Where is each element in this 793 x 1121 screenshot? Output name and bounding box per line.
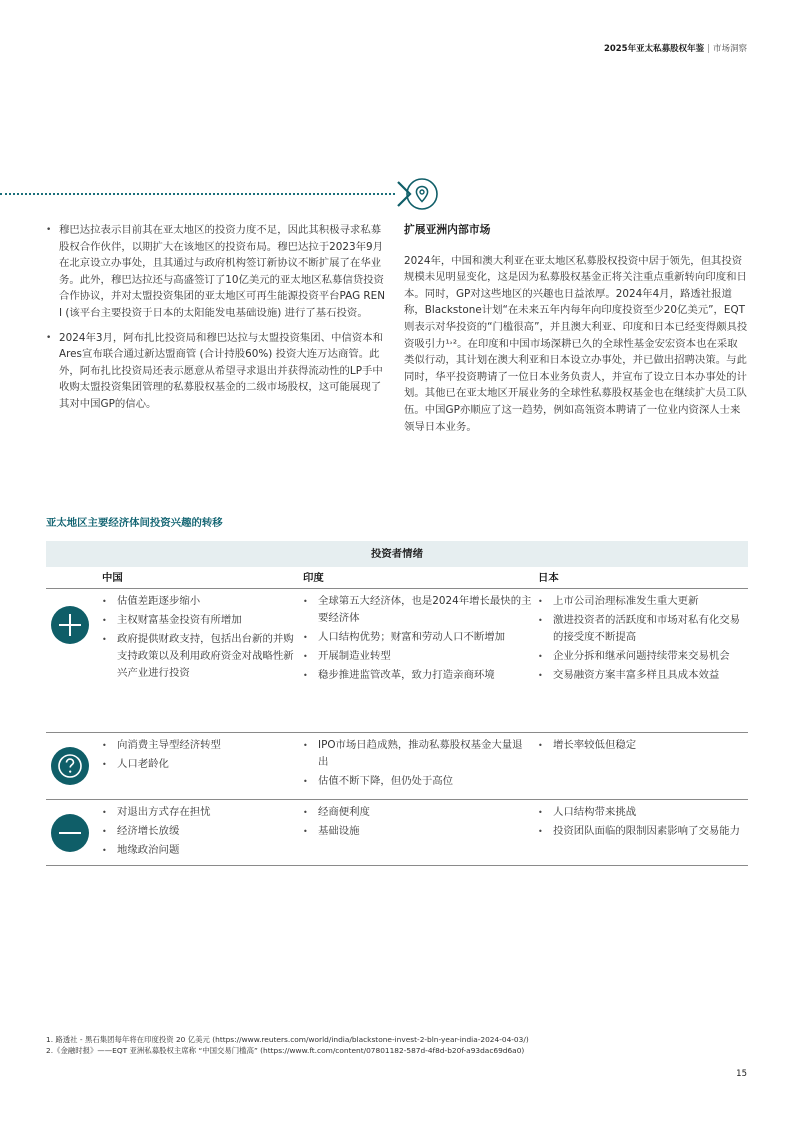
cell-china	[102, 804, 303, 861]
cell-india	[303, 737, 538, 795]
minus-icon	[51, 814, 89, 852]
cell-japan	[538, 593, 748, 728]
list-item: • 经济增长放缓	[102, 823, 295, 840]
section-heading: 扩展亚洲内部市场	[404, 223, 491, 236]
list-item: • 投资团队面临的限制因素影响了交易能力	[538, 823, 748, 840]
table-row-uncertain	[46, 733, 748, 800]
plus-icon	[51, 606, 89, 644]
footnotes	[46, 1034, 529, 1056]
list-item: • 政府提供财政支持，包括出台新的并购支持政策以及利用政府资金对战略性新兴产业进行投资	[102, 631, 295, 682]
list-item: • 人口结构优势；财富和劳动人口不断增加	[303, 629, 532, 646]
header-separator: |	[707, 44, 710, 54]
cell-china	[102, 737, 303, 795]
table-title: 亚太地区主要经济体间投资兴趣的转移	[46, 517, 223, 529]
footnote-2: 2.《金融时报》——EQT 亚洲私募股权主席称 “中国交易门槛高” (https://www.ft.com/content/07801182-587d-4f8d-b20f-a93dac69d6a0)	[46, 1046, 525, 1055]
page-header	[604, 42, 747, 54]
list-item: • 主权财富基金投资有所增加	[102, 612, 295, 629]
list-item: • 基础设施	[303, 823, 532, 840]
question-icon	[51, 747, 89, 785]
report-title: 2025年亚太私募股权年鉴	[603, 44, 705, 54]
list-item: • 开展制造业转型	[303, 648, 532, 665]
cell-india	[303, 593, 538, 728]
location-pin-icon	[406, 178, 438, 210]
cell-japan	[538, 737, 748, 795]
cell-india	[303, 804, 538, 861]
list-item: • 企业分拆和继承问题持续带来交易机会	[538, 648, 748, 665]
body-paragraph: 2024年，中国和澳大利亚在亚太地区私募股权投资中居于领先，但其投资规模未见明显变化，这是因为私募股权基金正将关注重点重新转向印度和日本。同时，GP对这些地区的兴趣也日益浓厚。2024年4月，路透社报道称，Blackstone计划“在未来五年内每年向印度投资至少20亿美元”，EQT则表示对华投资的“门槛很高”，并且澳大利亚、印度和日本已经变得颇具投资吸引力¹˒²。在印度和中国市场深耕已久的全球性基金安宏资本也在采取类似行动，其计划在澳大利亚和日本设立办事处，并已做出招聘决策。与此同时，华平投资聘请了一位日本业务负责人，并宣布了设立日本办事处的计划。其他已在亚太地区开展业务的全球性私募股权基金也在继续扩大员工队伍。中国GP亦顺应了这一趋势，例如高瓴资本聘请了一位业内资深人士来领导日本业务。	[404, 254, 748, 433]
list-item: • 经商便利度	[303, 804, 532, 821]
column-header-india: 印度	[303, 572, 324, 584]
right-column	[404, 222, 748, 435]
list-item: • 交易融资方案丰富多样且具成本效益	[538, 667, 748, 684]
cell-japan	[538, 804, 748, 861]
investor-sentiment-table	[46, 541, 748, 866]
list-item: • 增长率较低但稳定	[538, 737, 748, 754]
column-header-china: 中国	[102, 572, 123, 584]
list-item: • 上市公司治理标准发生重大更新	[538, 593, 748, 610]
section-name: 市场洞察	[712, 44, 747, 54]
list-item: • 估值差距逐步缩小	[102, 593, 295, 610]
footnote-1: 1. 路透社 - 黑石集团每年将在印度投资 20 亿美元 (https://www.reuters.com/world/india/blackstone-invest-2-bln-year-india-2024-04-03/)	[46, 1035, 529, 1044]
list-item: • 穆巴达拉表示目前其在亚太地区的投资力度不足，因此其积极寻求私募股权合作伙伴，以期扩大在该地区的投资布局。穆巴达拉于2023年9月在北京设立办事处，且其通过与政府机构签订新协议不断扩展了在华业务。此外，穆巴达拉还与高盛签订了10亿美元的亚太地区私募信贷投资合作协议，并对太盟投资集团的亚太地区可再生能源投资平台PAG REN I (该平台主要投资于日本的太阳能发电基础设施) 进行了基石投资。	[46, 222, 388, 322]
list-item: • 稳步推进监管改革，致力打造亲商环境	[303, 667, 532, 684]
list-item: • 人口结构带来挑战	[538, 804, 748, 821]
dotted-divider	[0, 193, 395, 195]
table-header: 投资者情绪	[46, 541, 748, 567]
list-item: • 估值不断下降，但仍处于高位	[303, 773, 532, 790]
list-item: • 全球第五大经济体，也是2024年增长最快的主要经济体	[303, 593, 532, 627]
table-row-positive	[46, 589, 748, 733]
table-column-headers	[46, 567, 748, 589]
list-item: • 对退出方式存在担忧	[102, 804, 295, 821]
column-header-icon	[46, 567, 102, 588]
left-bullet-list	[46, 222, 388, 413]
page-number: 15	[736, 1069, 747, 1079]
list-item: • 2024年3月，阿布扎比投资局和穆巴达拉与太盟投资集团、中信资本和Ares宣布联合通过新达盟商管 (合计持股60%) 投资大连万达商管。此外，阿布扎比投资局还表示愿意从希望寻求退出并获得流动性的LP手中收购太盟投资集团管理的私募股权基金的二级市场股权，这可能展现了其对中国GP的信心。	[46, 330, 388, 413]
cell-china	[102, 593, 303, 728]
column-header-japan: 日本	[538, 572, 559, 584]
table-row-negative	[46, 800, 748, 866]
list-item: • 人口老龄化	[102, 756, 295, 773]
list-item: • IPO市场日趋成熟，推动私募股权基金大量退出	[303, 737, 532, 771]
list-item: • 激进投资者的活跃度和市场对私有化交易的接受度不断提高	[538, 612, 748, 646]
list-item: • 向消费主导型经济转型	[102, 737, 295, 754]
list-item: • 地缘政治问题	[102, 842, 295, 859]
left-column	[46, 222, 388, 421]
